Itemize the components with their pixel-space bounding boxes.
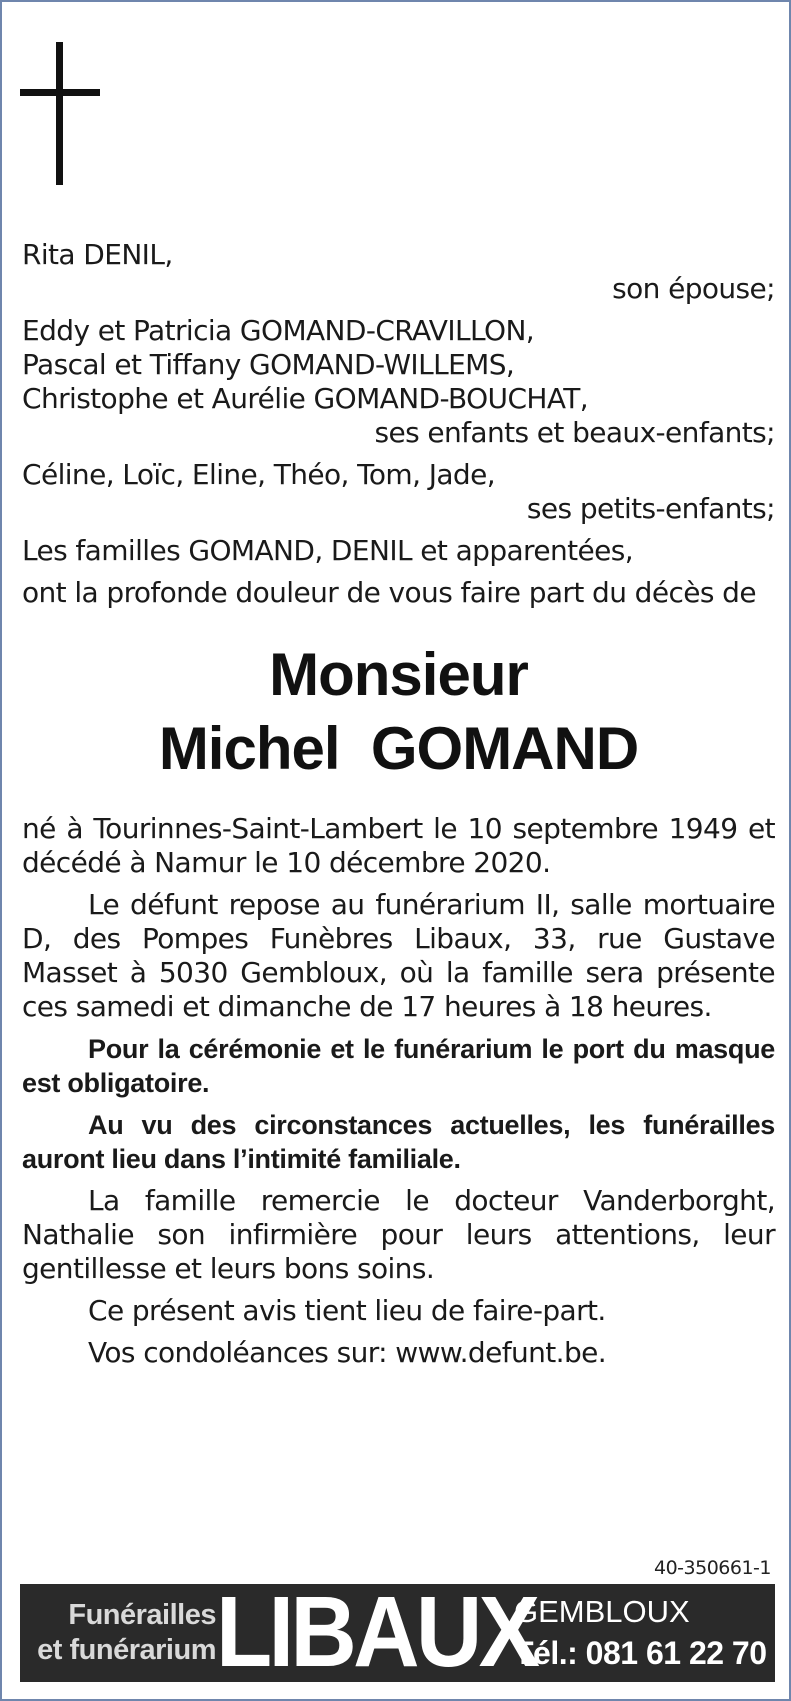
spouse-name: Rita DENIL, bbox=[22, 238, 173, 271]
reference-number: 40-350661-1 bbox=[653, 1557, 771, 1579]
children-role: ses enfants et beaux-enfants; bbox=[374, 416, 775, 449]
grandchildren: Céline, Loïc, Eline, Théo, Tom, Jade, bbox=[22, 458, 496, 491]
families-line: Les familles GOMAND, DENIL et apparentées, bbox=[22, 534, 634, 567]
deceased-title: Monsieur bbox=[269, 641, 528, 708]
funeral-home-services bbox=[26, 1598, 216, 1668]
deceased-heading bbox=[22, 638, 775, 786]
birth-death: né à Tourinnes-Saint-Lambert le 10 septembre 1949 et décédé à Namur le 10 décembre 2020. bbox=[22, 812, 775, 879]
notice-body bbox=[22, 238, 775, 1370]
child-line: Eddy et Patricia GOMAND-CRAVILLON, bbox=[22, 314, 535, 347]
deceased-name: Michel GOMAND bbox=[158, 715, 639, 782]
services-line-2: et funérarium bbox=[37, 1634, 216, 1666]
intimacy-notice: Au vu des circonstances actuelles, les funérailles auront lieu dans l’intimité familiale. bbox=[22, 1110, 775, 1174]
announcement: ont la profonde douleur de vous faire part du décès de bbox=[22, 576, 756, 609]
funeral-home-phone: Tél.: 081 61 22 70 bbox=[514, 1635, 767, 1671]
thanks-text: La famille remercie le docteur Vanderborght, Nathalie son infirmière pour leurs attentions, leur gentillesse et leurs bons soins. bbox=[22, 1184, 775, 1285]
grandchildren-role: ses petits-enfants; bbox=[526, 492, 775, 525]
faire-part-text: Ce présent avis tient lieu de faire-part. bbox=[88, 1294, 606, 1327]
spouse-role: son épouse; bbox=[612, 272, 775, 305]
brand-logo: LIBAUX bbox=[216, 1576, 537, 1688]
visitation-info: Le défunt repose au funérarium II, salle mortuaire D, des Pompes Funèbres Libaux, 33, rue Gustave Masset à 5030 Gembloux, où la famille sera présente ces samedi et dimanche de 17 heures à 18 heures. bbox=[22, 888, 775, 1023]
child-line: Pascal et Tiffany GOMAND-WILLEMS, bbox=[22, 348, 515, 381]
mask-notice: Pour la cérémonie et le funérarium le port du masque est obligatoire. bbox=[22, 1034, 775, 1098]
funeral-home-city: GEMBLOUX bbox=[514, 1594, 690, 1629]
condolences-text: Vos condoléances sur: www.defunt.be. bbox=[88, 1336, 607, 1369]
child-line: Christophe et Aurélie GOMAND-BOUCHAT, bbox=[22, 382, 589, 415]
services-line-1: Funérailles bbox=[68, 1599, 216, 1631]
funeral-home-banner bbox=[20, 1576, 775, 1688]
